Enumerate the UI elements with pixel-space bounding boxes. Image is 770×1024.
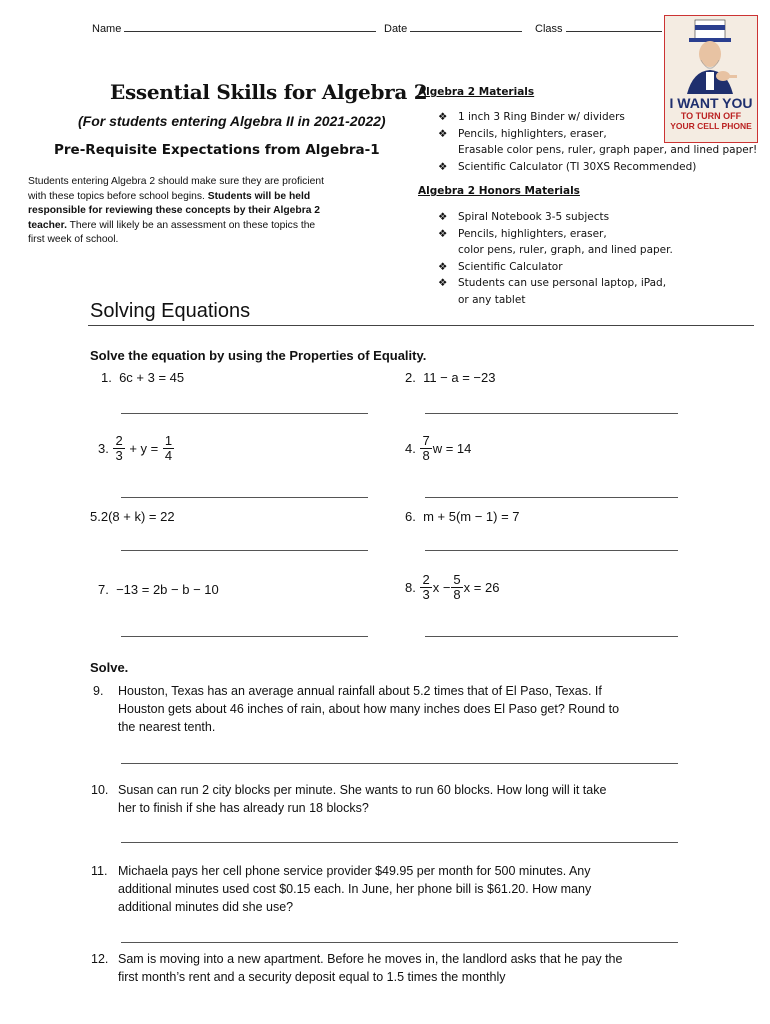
word-problem-10: 10. Susan can run 2 city blocks per minute. She wants to run 60 blocks. How long will it take her to finish if she has already run 18 blocks? (91, 783, 607, 815)
prereq-heading: Pre-Requisite Expectations from Algebra-1 (54, 142, 380, 158)
answer-line-2[interactable] (425, 413, 678, 414)
list-item: ❖ Pencils, highlighters, eraser, Erasable color pens, ruler, graph paper, and lined paper! (438, 127, 758, 156)
poster-line-3: YOUR CELL PHONE (670, 121, 752, 131)
materials-heading: Algebra 2 Materials (418, 86, 535, 98)
problem-3: 3. $\frac{2}{3}$ + y = $\frac{1}{4}$ (98, 433, 173, 463)
list-item: ❖ 1 inch 3 Ring Binder w/ dividers (418, 109, 768, 126)
diamond-bullet-icon: ❖ (438, 260, 448, 273)
answer-line-6[interactable] (425, 550, 678, 551)
answer-line-4[interactable] (425, 497, 678, 498)
name-field[interactable] (92, 21, 376, 35)
section-instruction: Solve the equation by using the Properties of Equality. (90, 348, 427, 363)
diamond-bullet-icon: ❖ (438, 127, 448, 140)
answer-line-1[interactable] (121, 413, 368, 414)
diamond-bullet-icon: ❖ (438, 111, 448, 123)
problem-7: 7. −13 = 2b − b − 10 (98, 582, 219, 597)
list-item: ❖ Spiral Notebook 3-5 subjects (418, 209, 758, 226)
diamond-bullet-icon: ❖ (438, 277, 448, 289)
word-problem-9: 9. Houston, Texas has an average annual rainfall about 5.2 times that of El Paso, Texas. If Houston gets about 46 inches of rain, about how many inches does El Paso get? Round to the nearest tenth. (93, 684, 620, 734)
diamond-bullet-icon: ❖ (438, 211, 448, 223)
word-problem-11: 11. Michaela pays her cell phone service provider $49.95 per month for 500 minutes. Any additional minutes used cost $0.15 each. In June, her phone bill is $61.20. How many additional minutes did she use? (91, 864, 592, 914)
list-item: ❖ Pencils, highlighters, eraser, color pens, ruler, graph, and lined paper. (438, 227, 673, 256)
problem-8: 8. $\frac{2}{3}$ x − $\frac{5}{8}$ x = 26 (405, 572, 500, 602)
section-title: Solving Equations (90, 300, 251, 322)
answer-line-9[interactable] (121, 763, 678, 764)
poster-line-2: TO TURN OFF (680, 111, 742, 121)
intro-text-2: There will likely be an assessment on these topics the first week of school. (28, 219, 316, 245)
solve-heading: Solve. (90, 660, 129, 675)
list-item: ❖ Scientific Calculator (TI 30XS Recommended) (418, 159, 768, 176)
list-item: ❖ Scientific Calculator (418, 259, 758, 276)
answer-line-8[interactable] (425, 636, 678, 637)
class-field[interactable] (535, 21, 662, 35)
name-blank[interactable] (124, 21, 376, 32)
intro-paragraph (28, 175, 328, 248)
answer-line-11[interactable] (121, 942, 678, 943)
poster-line-1: I WANT YOU (669, 95, 753, 111)
materials-list (418, 109, 768, 175)
honors-list (418, 209, 758, 308)
document-subtitle: (For students entering Algebra II in 2021-2022) (78, 113, 386, 129)
list-item: ❖ Students can use personal laptop, iPad, or any tablet (438, 277, 667, 306)
diamond-bullet-icon: ❖ (438, 160, 448, 173)
problem-5: 5.2(8 + k) = 22 (90, 509, 175, 524)
answer-line-10[interactable] (121, 842, 678, 843)
answer-line-5[interactable] (121, 550, 368, 551)
answer-line-7[interactable] (121, 636, 368, 637)
problem-6: 6. m + 5(m − 1) = 7 (405, 509, 520, 524)
answer-line-3[interactable] (121, 497, 368, 498)
problem-2: 2. 11 − a = −23 (405, 370, 496, 385)
date-label: Date (384, 23, 408, 35)
date-field[interactable] (384, 21, 522, 35)
class-label: Class (535, 23, 563, 35)
honors-heading: Algebra 2 Honors Materials (418, 185, 580, 197)
section-divider (88, 325, 754, 326)
intro-text-1: Students entering Algebra 2 should make sure they are proficient with these topics before school begins. (28, 176, 324, 202)
problem-4: 4. $\frac{7}{8}$ w = 14 (405, 433, 472, 463)
problem-1: 1. 6c + 3 = 45 (101, 370, 185, 385)
date-blank[interactable] (410, 21, 522, 32)
class-blank[interactable] (566, 21, 662, 32)
diamond-bullet-icon: ❖ (438, 227, 448, 240)
intro-text-bold: Students will be held responsible for reviewing these concepts by their Algebra 2 teacher. (28, 190, 321, 231)
word-problem-12: 12. Sam is moving into a new apartment. Before he moves in, the landlord asks that he pay the first month’s rent and a security deposit equal to 1.5 times the monthly (91, 952, 623, 984)
name-label: Name (92, 23, 122, 35)
document-title: Essential Skills for Algebra 2 (110, 80, 428, 104)
